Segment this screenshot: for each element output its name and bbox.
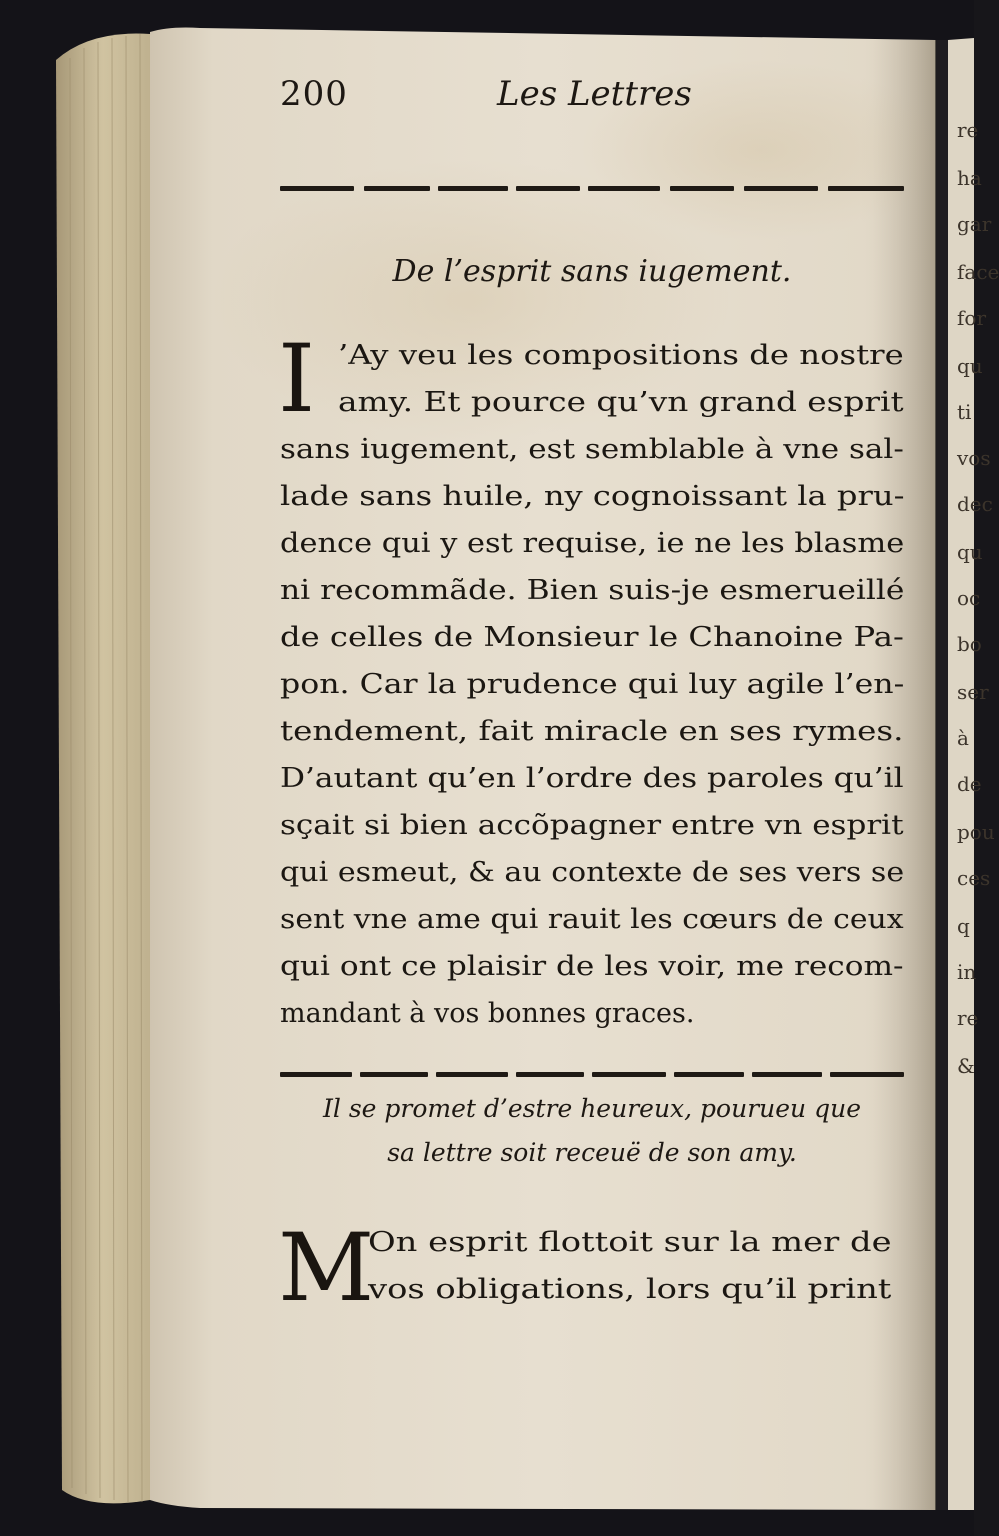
facing-page-fragment: gar — [957, 212, 992, 236]
letter-two-title-line: Il se promet d’estre heureux, pourueu que — [323, 1094, 861, 1123]
letter-one-line: qui ont ce plaisir de les voir, me recom- — [280, 951, 904, 982]
letter-one-line: dence qui y est requise, ie ne les blasme — [280, 528, 905, 559]
section-rule-top — [280, 186, 904, 191]
facing-page-fragment: ha — [957, 166, 982, 190]
facing-page-fragment: bo — [957, 632, 982, 656]
facing-page-fragment: & — [957, 1054, 975, 1078]
letter-one-line: tendement, fait miracle en ses rymes. — [280, 716, 904, 747]
letter-one-line: amy. Et pource qu’vn grand esprit — [338, 387, 904, 418]
facing-page-fragment: pou — [957, 820, 995, 844]
facing-page-fragment: re — [957, 118, 979, 142]
facing-page-fragment: q — [957, 914, 970, 938]
facing-page-fragment: face — [957, 260, 999, 284]
letter-one-line: ni recommãde. Bien suis-je esmerueillé — [280, 575, 905, 606]
facing-page-fragment: qu — [957, 354, 983, 378]
letter-two-line: On esprit flottoit sur la mer de — [368, 1227, 892, 1258]
letter-one-line: ’Ay veu les compositions de nostre — [338, 340, 904, 371]
facing-page-fragment: ti — [957, 400, 972, 424]
letter-one-line: sent vne ame qui rauit les cœurs de ceux — [280, 904, 904, 935]
letter-two-line: vos obligations, lors qu’il print — [368, 1274, 892, 1305]
facing-page-fragment: de — [957, 772, 982, 796]
letter-one-line: D’autant qu’en l’ordre des paroles qu’il — [280, 763, 904, 794]
facing-page-fragment: ces — [957, 866, 991, 890]
facing-page-fragment: for — [957, 306, 987, 330]
letter-one-title: De l’esprit sans iugement. — [392, 254, 792, 289]
letter-one-line: qui esmeut, & au contexte de ses vers se — [280, 857, 905, 888]
facing-page-fragment: vos — [957, 446, 991, 470]
letter-one-drop-cap: I — [278, 325, 316, 434]
letter-one-line: lade sans huile, ny cognoissant la pru- — [280, 481, 905, 512]
page-number: 200 — [280, 74, 348, 114]
facing-page-fragment: in — [957, 960, 977, 984]
facing-page-fragment: à — [957, 726, 969, 750]
letter-one-line: mandant à vos bonnes graces. — [280, 998, 695, 1029]
facing-page-fragment: oc — [957, 586, 981, 610]
letter-two-title-line: sa lettre soit receuë de son amy. — [387, 1138, 797, 1167]
facing-page-fragment: qu — [957, 540, 983, 564]
facing-page-fragment: dec — [957, 492, 993, 516]
facing-page-fragment: re — [957, 1006, 979, 1030]
letter-one-line: sans iugement, est semblable à vne sal- — [280, 434, 904, 465]
letter-two-drop-cap: M — [278, 1214, 375, 1323]
facing-page-fragment: ser — [957, 680, 989, 704]
letter-one-line: pon. Car la prudence qui luy agile l’en- — [280, 669, 905, 700]
section-rule-middle — [280, 1072, 904, 1077]
letter-one-line: de celles de Monsieur le Chanoine Pa- — [280, 622, 904, 653]
letter-one-line: sçait si bien accõpagner entre vn esprit — [280, 810, 904, 841]
running-title: Les Lettres — [497, 74, 692, 114]
